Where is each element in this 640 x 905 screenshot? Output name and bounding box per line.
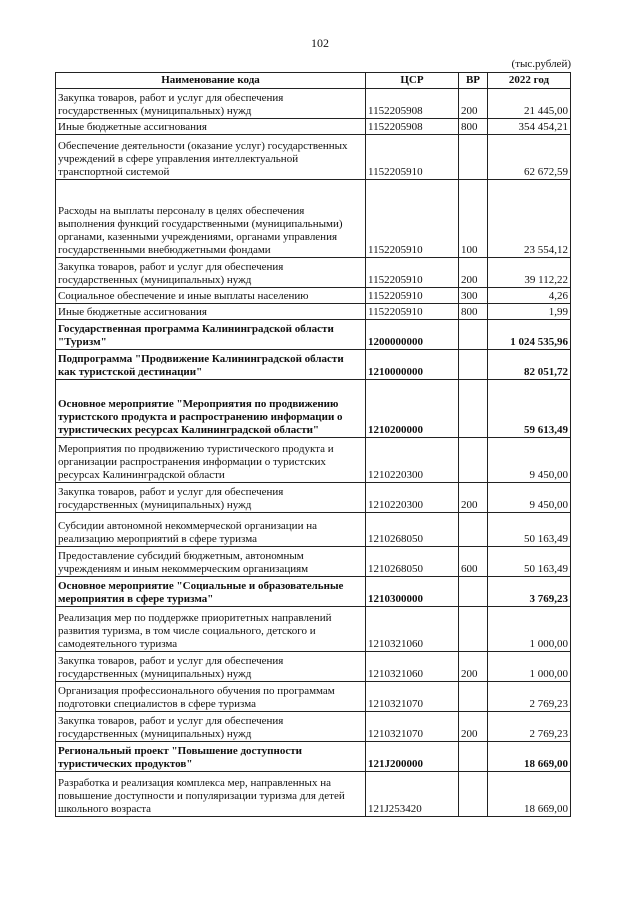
cell-vr: 200 <box>459 89 488 119</box>
cell-sum: 18 669,00 <box>488 772 571 817</box>
cell-csr: 1152205910 <box>366 258 459 288</box>
cell-csr: 121J253420 <box>366 772 459 817</box>
table-row <box>56 320 571 350</box>
cell-name: Иные бюджетные ассигнования <box>56 119 366 135</box>
cell-name: Закупка товаров, работ и услуг для обеспечения государственных (муниципальных) нужд <box>56 258 366 288</box>
cell-csr: 1210321060 <box>366 607 459 652</box>
cell-vr: 200 <box>459 483 488 513</box>
table-row <box>56 772 571 817</box>
table-row <box>56 712 571 742</box>
table-header-row <box>56 73 571 89</box>
table-body <box>56 89 571 817</box>
cell-vr: 200 <box>459 652 488 682</box>
cell-sum: 59 613,49 <box>488 380 571 438</box>
cell-vr: 800 <box>459 119 488 135</box>
cell-csr: 1210220300 <box>366 483 459 513</box>
cell-csr: 1152205910 <box>366 288 459 304</box>
cell-sum: 1 000,00 <box>488 607 571 652</box>
table-row <box>56 438 571 483</box>
cell-vr: 200 <box>459 258 488 288</box>
cell-vr: 600 <box>459 547 488 577</box>
cell-vr <box>459 577 488 607</box>
header-csr: ЦСР <box>366 73 459 89</box>
cell-csr: 1210200000 <box>366 380 459 438</box>
table-row <box>56 258 571 288</box>
cell-name: Государственная программа Калининградской области "Туризм" <box>56 320 366 350</box>
cell-vr: 300 <box>459 288 488 304</box>
units-label: (тыс.рублей) <box>511 58 571 70</box>
table-row <box>56 513 571 547</box>
cell-name: Субсидии автономной некоммерческой организации на реализацию мероприятий в сфере туризма <box>56 513 366 547</box>
table-row <box>56 135 571 180</box>
cell-name: Организация профессионального обучения по программам подготовки специалистов в сфере туризма <box>56 682 366 712</box>
header-vr: ВР <box>459 73 488 89</box>
cell-vr <box>459 772 488 817</box>
cell-vr: 800 <box>459 304 488 320</box>
cell-csr: 1210321070 <box>366 682 459 712</box>
cell-sum: 39 112,22 <box>488 258 571 288</box>
cell-csr: 1210268050 <box>366 547 459 577</box>
cell-sum: 21 445,00 <box>488 89 571 119</box>
cell-csr: 1210268050 <box>366 513 459 547</box>
cell-sum: 2 769,23 <box>488 682 571 712</box>
cell-sum: 3 769,23 <box>488 577 571 607</box>
cell-name: Закупка товаров, работ и услуг для обеспечения государственных (муниципальных) нужд <box>56 712 366 742</box>
cell-sum: 354 454,21 <box>488 119 571 135</box>
table-row <box>56 652 571 682</box>
cell-csr: 1152205910 <box>366 135 459 180</box>
cell-name: Региональный проект "Повышение доступности туристических продуктов" <box>56 742 366 772</box>
table-row <box>56 380 571 438</box>
cell-name: Закупка товаров, работ и услуг для обеспечения государственных (муниципальных) нужд <box>56 89 366 119</box>
table-row <box>56 180 571 258</box>
page-number: 102 <box>311 36 329 50</box>
table-row <box>56 547 571 577</box>
header-year: 2022 год <box>488 73 571 89</box>
cell-csr: 121J200000 <box>366 742 459 772</box>
table-row <box>56 288 571 304</box>
cell-csr: 1210300000 <box>366 577 459 607</box>
table-row <box>56 483 571 513</box>
cell-csr: 1200000000 <box>366 320 459 350</box>
table-row <box>56 577 571 607</box>
cell-sum: 4,26 <box>488 288 571 304</box>
cell-sum: 50 163,49 <box>488 513 571 547</box>
cell-name: Социальное обеспечение и иные выплаты населению <box>56 288 366 304</box>
cell-vr <box>459 742 488 772</box>
cell-name: Разработка и реализация комплекса мер, направленных на повышение доступности и популяризации туризма для детей школьного возраста <box>56 772 366 817</box>
cell-csr: 1152205908 <box>366 119 459 135</box>
cell-sum: 2 769,23 <box>488 712 571 742</box>
cell-sum: 1 000,00 <box>488 652 571 682</box>
table-row <box>56 89 571 119</box>
cell-name: Обеспечение деятельности (оказание услуг) государственных учреждений в сфере управления интеллектуальной транспортной системой <box>56 135 366 180</box>
cell-vr <box>459 438 488 483</box>
cell-name: Мероприятия по продвижению туристического продукта и организации распространения информации о туристских ресурсах Калининградской области <box>56 438 366 483</box>
cell-csr: 1210321070 <box>366 712 459 742</box>
cell-vr <box>459 513 488 547</box>
cell-sum: 18 669,00 <box>488 742 571 772</box>
cell-vr: 100 <box>459 180 488 258</box>
cell-sum: 82 051,72 <box>488 350 571 380</box>
table-row <box>56 119 571 135</box>
cell-sum: 50 163,49 <box>488 547 571 577</box>
table-row <box>56 682 571 712</box>
table-row <box>56 742 571 772</box>
cell-vr <box>459 135 488 180</box>
table-row <box>56 304 571 320</box>
cell-name: Предоставление субсидий бюджетным, автономным учреждениям и иным некоммерческим организациям <box>56 547 366 577</box>
cell-sum: 1 024 535,96 <box>488 320 571 350</box>
cell-csr: 1152205910 <box>366 180 459 258</box>
cell-csr: 1210321060 <box>366 652 459 682</box>
cell-csr: 1210000000 <box>366 350 459 380</box>
cell-name: Подпрограмма "Продвижение Калининградской области как туристской дестинации" <box>56 350 366 380</box>
header-name: Наименование кода <box>56 73 366 89</box>
cell-name: Иные бюджетные ассигнования <box>56 304 366 320</box>
cell-vr <box>459 682 488 712</box>
cell-csr: 1152205910 <box>366 304 459 320</box>
cell-vr <box>459 607 488 652</box>
cell-name: Закупка товаров, работ и услуг для обеспечения государственных (муниципальных) нужд <box>56 483 366 513</box>
cell-name: Основное мероприятие "Социальные и образовательные мероприятия в сфере туризма" <box>56 577 366 607</box>
table-row <box>56 350 571 380</box>
cell-vr <box>459 320 488 350</box>
cell-sum: 9 450,00 <box>488 483 571 513</box>
cell-name: Основное мероприятие "Мероприятия по продвижению туристского продукта и распространению информации о туристических ресурсах Калининградской области" <box>56 380 366 438</box>
cell-sum: 9 450,00 <box>488 438 571 483</box>
cell-sum: 23 554,12 <box>488 180 571 258</box>
cell-vr <box>459 350 488 380</box>
budget-table <box>55 72 571 817</box>
cell-name: Расходы на выплаты персоналу в целях обеспечения выполнения функций государственными (муниципальными) органами, казенными учреждениями, органами управления государственными внебюджетными фондами <box>56 180 366 258</box>
cell-vr: 200 <box>459 712 488 742</box>
cell-name: Закупка товаров, работ и услуг для обеспечения государственных (муниципальных) нужд <box>56 652 366 682</box>
cell-name: Реализация мер по поддержке приоритетных направлений развития туризма, в том числе социального, детского и самодеятельного туризма <box>56 607 366 652</box>
table-row <box>56 607 571 652</box>
cell-csr: 1152205908 <box>366 89 459 119</box>
cell-sum: 1,99 <box>488 304 571 320</box>
cell-csr: 1210220300 <box>366 438 459 483</box>
cell-vr <box>459 380 488 438</box>
cell-sum: 62 672,59 <box>488 135 571 180</box>
